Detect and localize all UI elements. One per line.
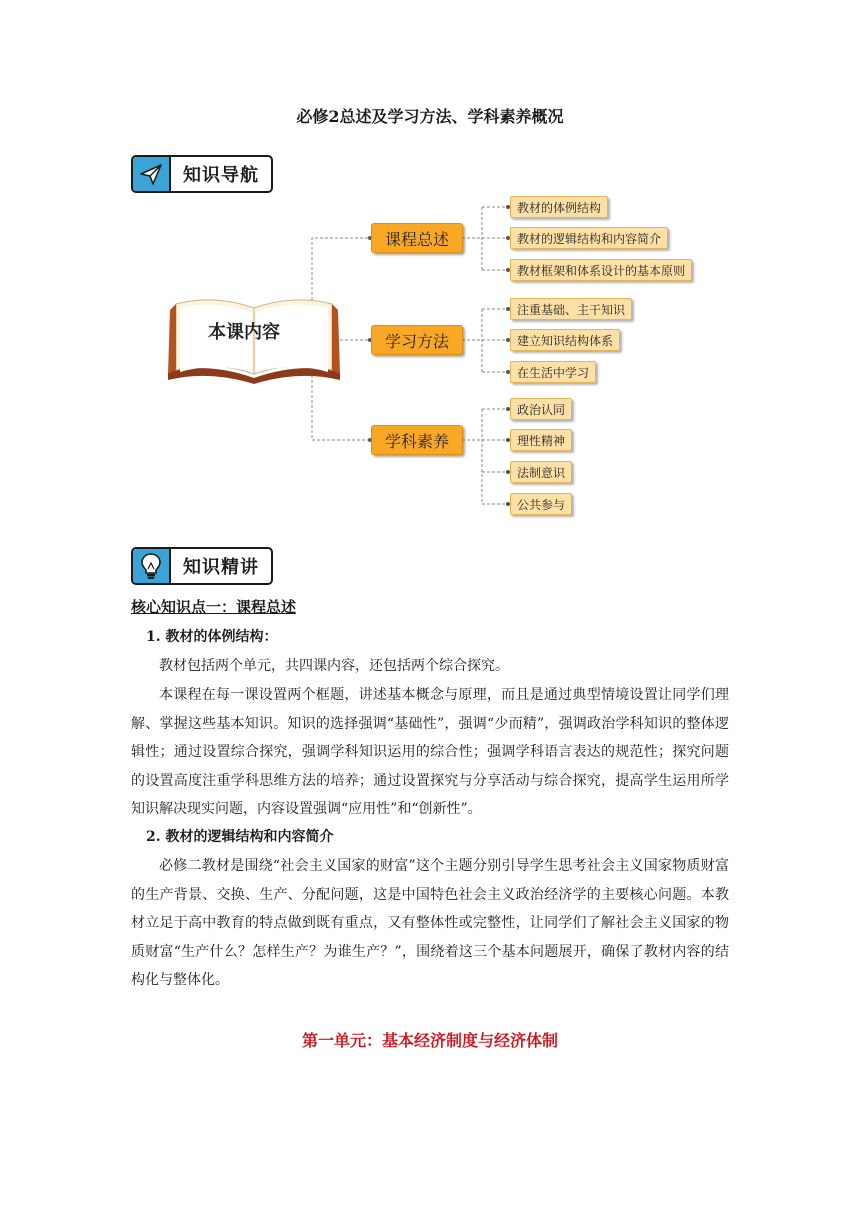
paragraph: 教材包括两个单元，共四课内容，还包括两个综合探究。 [159,658,509,674]
mindmap-leaf: 法制意识 [510,461,572,483]
mindmap-leaf: 教材框架和体系设计的基本原则 [510,259,692,281]
mindmap-leaf: 教材的逻辑结构和内容简介 [510,227,668,249]
unit-heading: 第一单元：基本经济制度与经济体制 [301,1031,558,1050]
core-knowledge-heading: 核心知识点一：课程总述 [131,598,297,616]
mindmap-leaf: 教材的体例结构 [510,196,608,218]
section-label-text: 知识精讲 [183,557,259,578]
mindmap-leaf: 理性精神 [510,429,572,451]
mindmap-leaf: 政治认同 [510,398,572,420]
document-title: 必修2总述及学习方法、学科素养概况 [296,107,564,126]
section-label-lecture [131,547,273,585]
item-title: 1. 教材的体例结构： [146,629,278,645]
section-label-text: 知识导航 [183,165,259,186]
item-title: 2. 教材的逻辑结构和内容简介 [146,829,334,845]
mindmap-leaf: 公共参与 [510,493,572,515]
paragraph: 本课程在每一课设置两个框题，讲述基本概念与原理，而且是通过典型情境设置让同学们理解、掌握这些基本知识。知识的选择强调“基础性”，强调“少而精”，强调政治学科知识的整体逻辑性；通过设置综合探究，强调学科知识运用的综合性；强调学科语言表达的规范性；探究问题的设置高度注重学科思维方法的培养；通过设置探究与分享活动与综合探究，提高学生运用所学知识解决现实问题，内容设置强调“应用性”和“创新性”。 [131,687,729,818]
mindmap-leaf: 建立知识结构体系 [510,329,620,351]
paragraph: 必修二教材是围绕“社会主义国家的财富”这个主题分别引导学生思考社会主义国家物质财富的生产背景、交换、生产、分配问题，这是中国特色社会主义政治经济学的主要核心问题。本教材立足于高中教育的特点做到既有重点，又有整体性或完整性，让同学们了解社会主义国家的物质财富“生产什么？怎样生产？为谁生产？”，围绕着这三个基本问题展开，确保了教材内容的结构化与整体化。 [131,858,729,989]
mindmap-leaf: 注重基础、主干知识 [510,298,632,320]
mindmap-connectors [0,0,860,560]
mindmap-leaf: 在生活中学习 [510,361,596,383]
mindmap-branch-subject-literacy: 学科素养 [371,425,463,455]
lightbulb-icon [133,549,171,583]
mindmap-branch-study-methods: 学习方法 [371,325,463,355]
mindmap-center-label: 本课内容 [208,322,280,343]
mindmap-branch-course-overview: 课程总述 [371,223,463,253]
